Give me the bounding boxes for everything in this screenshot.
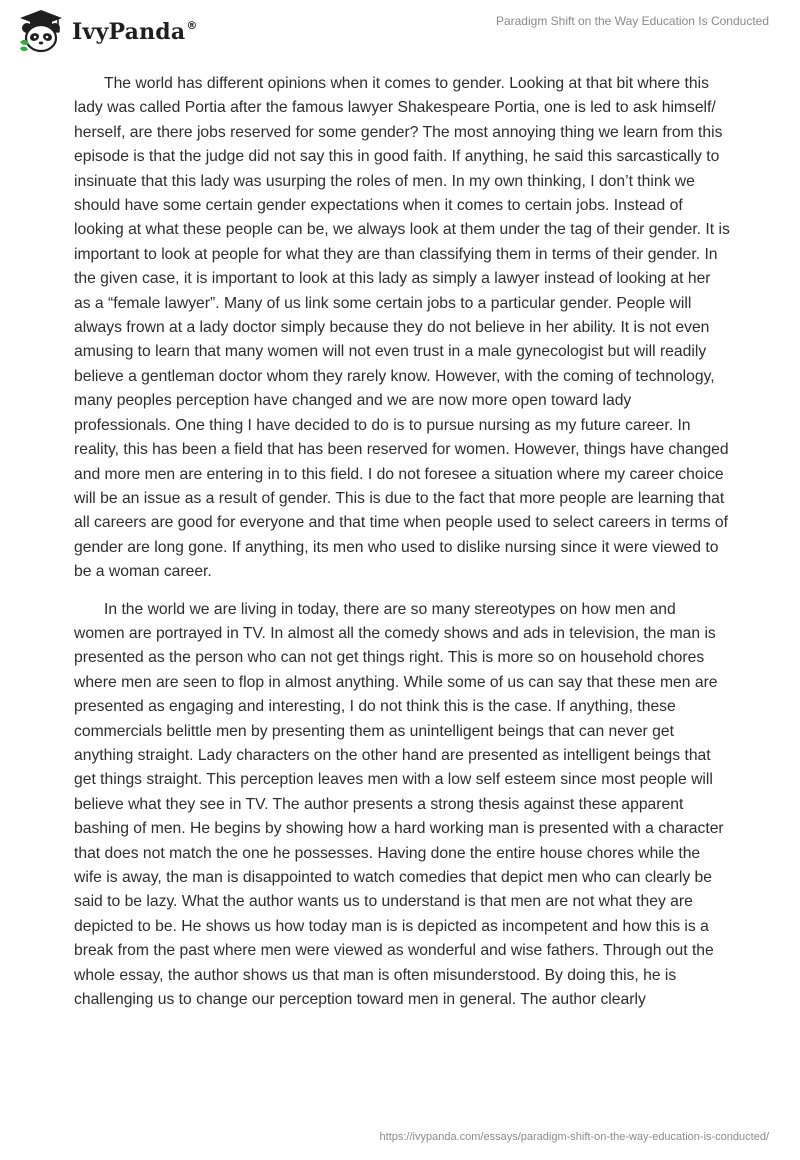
panda-graduation-cap-icon xyxy=(16,8,66,54)
source-url[interactable]: https://ivypanda.com/essays/paradigm-shift-on-the-way-education-is-conducted/ xyxy=(379,1131,769,1143)
paragraph: The world has different opinions when it comes to gender. Looking at that bit where this lady was called Portia after the famous lawyer Shakespeare Portia, one is led to ask himself/ herself, are there jobs reserved for some gender? The most annoying thing we learn from this episode is that the judge did not say this in good faith. If anything, he said this sarcastically to insinuate that this lady was usurping the roles of men. In my own thinking, I don’t think we should have some certain gender expectations when it comes to certain jobs. Instead of looking at what these people can be, we always look at them under the tag of their gender. It is important to look at people for what they are than classifying them in terms of their gender. In the given case, it is important to look at this lady as simply a lawyer instead of looking at her as a “female lawyer”. Many of us link some certain jobs to a particular gender. People will always frown at a lady doctor simply because they do not believe in her ability. It is not even amusing to learn that many women will not even trust in a male gynecologist but will readily believe a gentleman doctor whom they rarely know. However, with the coming of technology, many peoples perception have changed and we are now more open toward lady professionals. One thing I have decided to do is to pursue nursing as my future career. In reality, this has been a field that has been reserved for women. However, things have changed and more men are entering in to this field. I do not foresee a situation where my career choice will be an issue as a result of gender. This is due to the fact that more people are learning that all careers are good for everyone and that time when people used to select careers in terms of gender are long gone. If anything, its men who used to dislike nursing since it were viewed to be a woman career. xyxy=(74,75,730,581)
document-title: Paradigm Shift on the Way Education Is Conducted xyxy=(495,14,769,28)
essay-body xyxy=(74,72,730,1025)
page-header xyxy=(0,0,800,64)
ivypanda-logo[interactable] xyxy=(16,8,198,54)
logo-wordmark: IvyPanda® xyxy=(72,19,198,45)
paragraph: In the world we are living in today, there are so many stereotypes on how men and women are portrayed in TV. In almost all the comedy shows and ads in television, the man is presented as the person who can not get things right. This is more so on household chores where men are seen to flop in almost anything. While some of us can say that these men are presented as engaging and interesting, I do not think this is the case. If anything, these commercials belittle men by presenting them as unintelligent beings that can never get anything straight. Lady characters on the other hand are presented as intelligent beings that get things straight. This perception leaves men with a low self esteem since most people will believe what they see in TV. The author presents a strong thesis against these apparent bashing of men. He begins by showing how a hard working man is presented with a character that does not match the one he possesses. Having done the entire house chores while the wife is away, the man is disappointed to watch comedies that depict men who can clearly be said to be lazy. What the author wants us to understand is that men are not what they are depicted to be. He shows us how today man is is depicted as incompetent and how this is a break from the past where men were viewed as wonderful and wise fathers. Through out the whole essay, the author shows us that man is often misunderstood. By doing this, he is challenging us to change our perception toward men in general. The author clearly xyxy=(74,600,724,1009)
